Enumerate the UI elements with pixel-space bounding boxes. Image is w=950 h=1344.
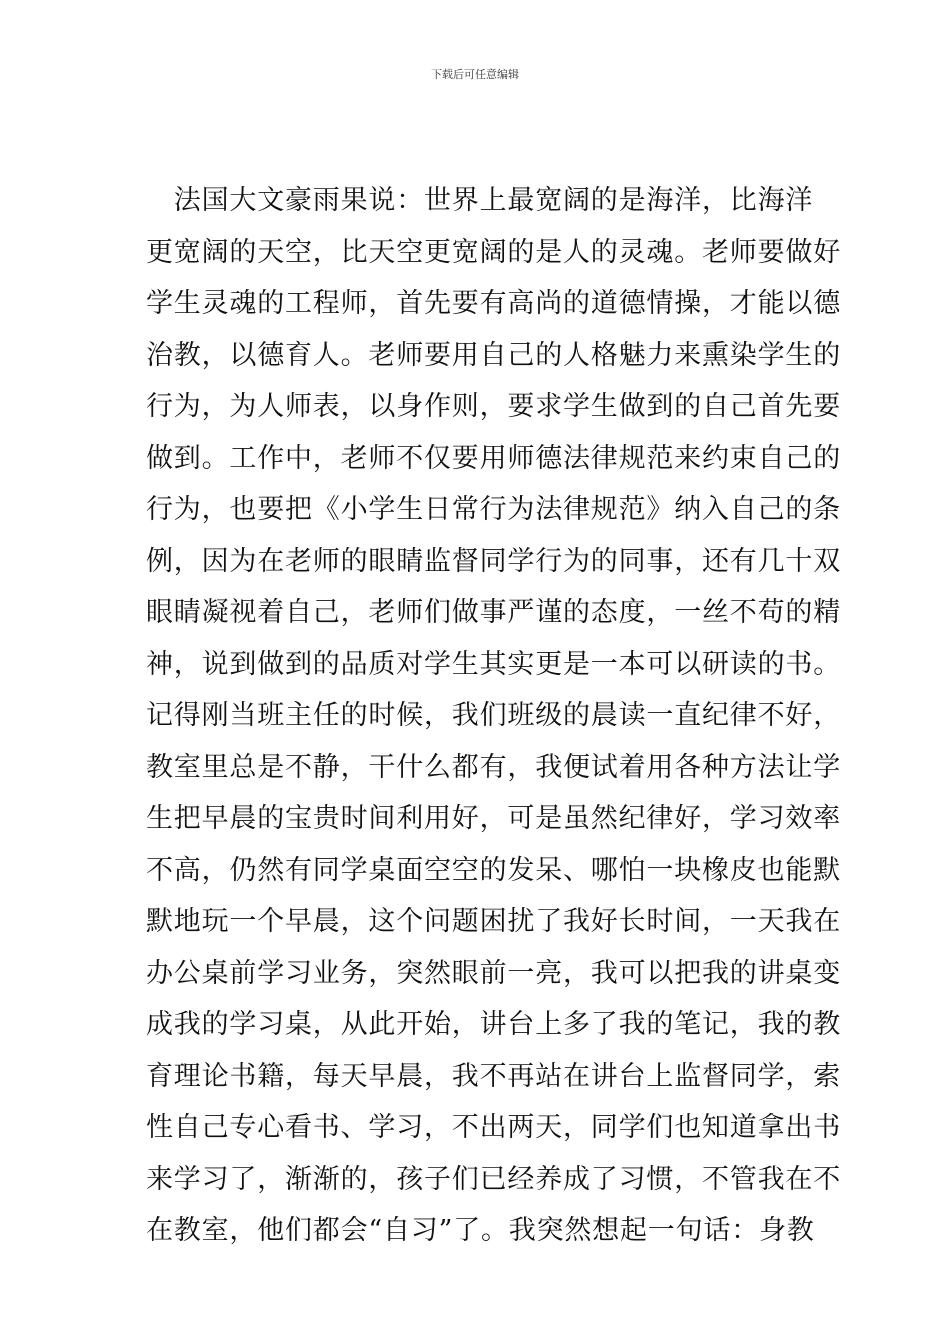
text-line: 学生灵魂的工程师，首先要有高尚的道德情操，才能以德 [146,288,841,319]
text-line: 办公桌前学习业务，突然眼前一亮，我可以把我的讲桌变 [146,957,841,989]
text-line: 教室里总是不静，干什么都有，我便试着用各种方法让学 [146,751,841,783]
text-line: 法国大文豪雨果说：世界上最宽阔的是海洋，比海洋 [146,185,814,216]
text-line: 治教，以德育人。老师要用自己的人格魅力来熏染学生的 [146,339,841,371]
text-line: 行为，为人师表，以身作则，要求学生做到的自己首先要 [146,391,841,422]
document-body [146,175,841,1257]
text-line: 生把早晨的宝贵时间利用好，可是虽然纪律好，学习效率 [146,803,841,834]
text-line: 育理论书籍，每天早晨，我不再站在讲台上监督同学，索 [146,1060,841,1092]
text-line: 神，说到做到的品质对学生其实更是一本可以研读的书。 [146,648,841,680]
text-line: 行为，也要把《小学生日常行为法律规范》纳入自己的条 [146,494,841,525]
text-line: 更宽阔的天空，比天空更宽阔的是人的灵魂。老师要做好 [146,236,841,268]
text-line: 做到。工作中，老师不仅要用师德法律规范来约束自己的 [146,442,841,474]
text-line: 成我的学习桌，从此开始，讲台上多了我的笔记，我的教 [146,1009,841,1040]
text-line: 在教室，他们都会“自习”了。我突然想起一句话：身教 [146,1215,815,1246]
text-line: 例，因为在老师的眼睛监督同学行为的同事，还有几十双 [146,545,841,577]
text-line: 记得刚当班主任的时候，我们班级的晨读一直纪律不好， [146,700,841,731]
text-line: 眼睛凝视着自己，老师们做事严谨的态度，一丝不苟的精 [146,597,841,628]
text-line: 性自己专心看书、学习，不出两天，同学们也知道拿出书 [146,1112,841,1143]
page-header: 下载后可任意编辑 [431,68,519,81]
text-line: 不高，仍然有同学桌面空空的发呆、哪怕一块橡皮也能默 [146,854,841,886]
text-line: 默地玩一个早晨，这个问题困扰了我好长时间，一天我在 [146,906,841,937]
text-line: 来学习了，渐渐的，孩子们已经养成了习惯，不管我在不 [146,1163,841,1195]
